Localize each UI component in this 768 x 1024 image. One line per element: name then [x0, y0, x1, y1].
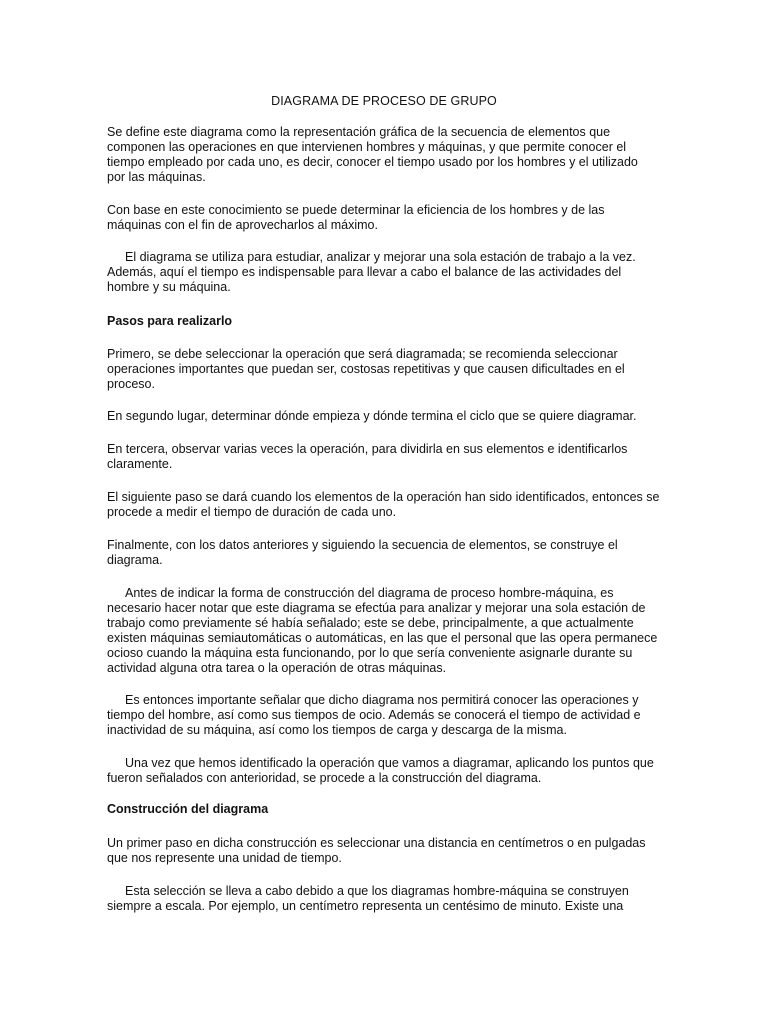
heading-steps: Pasos para realizarlo: [107, 314, 233, 328]
paragraph-definition: Se define este diagrama como la representación gráfica de la secuencia de elementos que componen las operaciones en que intervienen hombres y máquinas, y que permite conocer el tiempo empleado por cada uno, es decir, conocer el tiempo usado por los hombres y el utilizado por las máquinas.: [107, 125, 638, 184]
paragraph-first-step: Un primer paso en dicha construcción es seleccionar una distancia en centímetros o en pulgadas que nos represente una unidad de tiempo.: [107, 836, 646, 865]
paragraph-step-2: En segundo lugar, determinar dónde empieza y dónde termina el ciclo que se quiere diagramar.: [107, 409, 637, 423]
document-title: DIAGRAMA DE PROCESO DE GRUPO: [271, 94, 497, 108]
paragraph-step-4: El siguiente paso se dará cuando los elementos de la operación han sido identificados, entonces se procede a medir el tiempo de duración de cada uno.: [107, 490, 660, 519]
heading-construction: Construcción del diagrama: [107, 802, 269, 816]
paragraph-construction-note: Antes de indicar la forma de construcción del diagrama de proceso hombre-máquina, es necesario hacer notar que este diagrama se efectúa para analizar y mejorar una sola estación de trabajo como previamente sé había señalado; este se debe, principalmente, a que actualmente existen máquinas semiautomáticas o automáticas, en las que el personal que las opera permanece ocioso cuando la máquina esta funcionando, por lo que sería conveniente asignarle durante su actividad alguna otra tarea o la operación de otras máquinas.: [107, 586, 658, 675]
paragraph-procedure: Una vez que hemos identificado la operación que vamos a diagramar, aplicando los puntos que fueron señalados con anterioridad, se procede a la construcción del diagrama.: [107, 756, 654, 785]
paragraph-scale: Esta selección se lleva a cabo debido a que los diagramas hombre-máquina se construyen siempre a escala. Por ejemplo, un centímetro representa un centésimo de minuto. Existe una: [107, 884, 629, 913]
paragraph-usage: El diagrama se utiliza para estudiar, analizar y mejorar una sola estación de trabajo a la vez. Además, aquí el tiempo es indispensable para llevar a cabo el balance de las actividades del hombre y su máquina.: [107, 250, 636, 294]
paragraph-step-5: Finalmente, con los datos anteriores y siguiendo la secuencia de elementos, se construye el diagrama.: [107, 538, 618, 567]
paragraph-importance: Es entonces importante señalar que dicho diagrama nos permitirá conocer las operaciones y tiempo del hombre, así como sus tiempos de ocio. Además se conocerá el tiempo de actividad e inactividad de su máquina, así como los tiempos de carga y descarga de la misma.: [107, 693, 641, 737]
paragraph-efficiency: Con base en este conocimiento se puede determinar la eficiencia de los hombres y de las máquinas con el fin de aprovecharlos al máximo.: [107, 203, 605, 232]
paragraph-step-1: Primero, se debe seleccionar la operación que será diagramada; se recomienda seleccionar operaciones importantes que puedan ser, costosas repetitivas y que causen dificultades en el proceso.: [107, 347, 625, 391]
paragraph-step-3: En tercera, observar varias veces la operación, para dividirla en sus elementos e identificarlos claramente.: [107, 442, 628, 471]
